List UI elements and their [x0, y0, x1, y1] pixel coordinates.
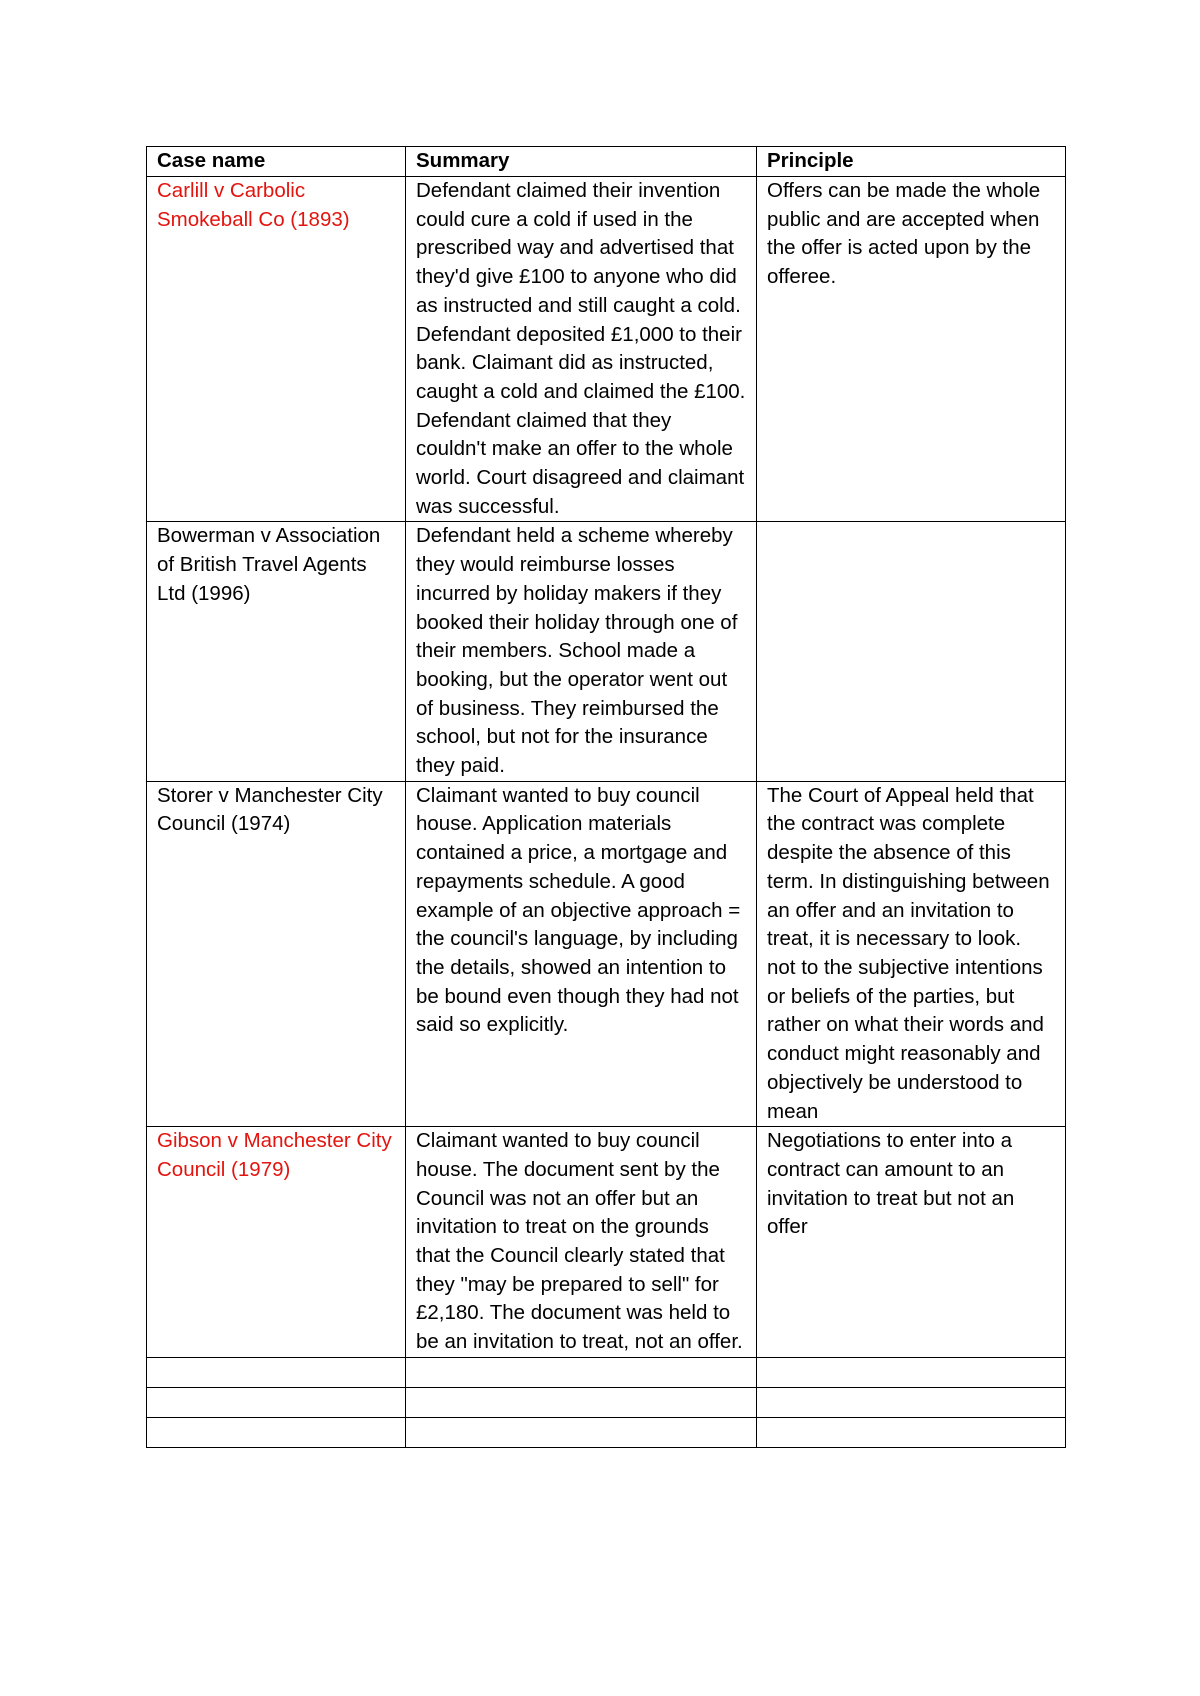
empty-table-row: [147, 1357, 1066, 1387]
empty-cell: [147, 1417, 406, 1447]
case-name-cell: Bowerman v Association of British Travel Agents Ltd (1996): [147, 522, 406, 781]
empty-cell: [757, 1387, 1066, 1417]
principle-cell: Negotiations to enter into a contract can amount to an invitation to treat but not an offer: [757, 1127, 1066, 1358]
summary-cell: Defendant claimed their invention could cure a cold if used in the prescribed way and advertised that they'd give £100 to anyone who did as instructed and still caught a cold. Defendant deposited £1,000 to their bank. Claimant did as instructed, caught a cold and claimed the £100. Defendant claimed that they couldn't make an offer to the whole world. Court disagreed and claimant was successful.: [406, 177, 757, 522]
table-row: [147, 1127, 1066, 1358]
empty-cell: [147, 1387, 406, 1417]
header-summary: Summary: [406, 147, 757, 177]
empty-table-row: [147, 1387, 1066, 1417]
case-name-cell: Carlill v Carbolic Smokeball Co (1893): [147, 177, 406, 522]
header-principle: Principle: [757, 147, 1066, 177]
summary-cell: Claimant wanted to buy council house. Application materials contained a price, a mortgage and repayments schedule. A good example of an objective approach = the council's language, by including the details, showed an intention to be bound even though they had not said so explicitly.: [406, 781, 757, 1126]
case-table: [146, 146, 1066, 1448]
case-name-cell: Storer v Manchester City Council (1974): [147, 781, 406, 1126]
table-header-row: [147, 147, 1066, 177]
empty-cell: [406, 1357, 757, 1387]
empty-cell: [147, 1357, 406, 1387]
empty-cell: [406, 1387, 757, 1417]
empty-cell: [757, 1417, 1066, 1447]
summary-cell: Defendant held a scheme whereby they would reimburse losses incurred by holiday makers if they booked their holiday through one of their members. School made a booking, but the operator went out of business. They reimbursed the school, but not for the insurance they paid.: [406, 522, 757, 781]
summary-cell: Claimant wanted to buy council house. The document sent by the Council was not an offer but an invitation to treat on the grounds that the Council clearly stated that they "may be prepared to sell" for £2,180. The document was held to be an invitation to treat, not an offer.: [406, 1127, 757, 1358]
principle-cell: Offers can be made the whole public and are accepted when the offer is acted upon by the offeree.: [757, 177, 1066, 522]
empty-table-row: [147, 1417, 1066, 1447]
principle-cell: [757, 522, 1066, 781]
empty-cell: [406, 1417, 757, 1447]
table-row: [147, 177, 1066, 522]
header-case-name: Case name: [147, 147, 406, 177]
case-name-cell: Gibson v Manchester City Council (1979): [147, 1127, 406, 1358]
table-row: [147, 781, 1066, 1126]
table-row: [147, 522, 1066, 781]
principle-cell: The Court of Appeal held that the contract was complete despite the absence of this term. In distinguishing between an offer and an invitation to treat, it is necessary to look. not to the subjective intentions or beliefs of the parties, but rather on what their words and conduct might reasonably and objectively be understood to mean: [757, 781, 1066, 1126]
empty-cell: [757, 1357, 1066, 1387]
